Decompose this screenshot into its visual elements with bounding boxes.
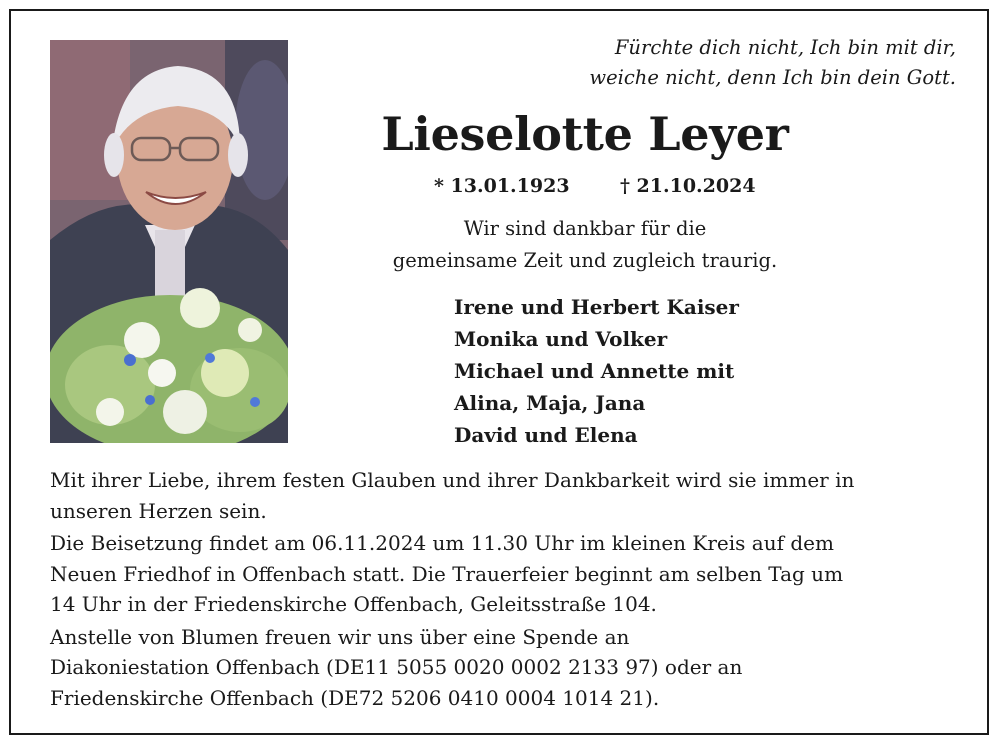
paragraph-line: Mit ihrer Liebe, ihrem festen Glauben und ihrer Dankbarkeit wird sie immer in — [50, 468, 855, 492]
notice-body — [50, 465, 950, 715]
paragraph-line: Neuen Friedhof in Offenbach statt. Die Trauerfeier beginnt am selben Tag um — [50, 561, 844, 586]
paragraph-line: Anstelle von Blumen freuen wir uns über eine Spende an — [50, 624, 630, 649]
mourner-entry: Michael und Annette mit — [454, 359, 735, 383]
mourner-entry: David und Elena — [454, 423, 638, 447]
portrait-photo — [50, 40, 288, 443]
birth-date: * 13.01.1923 — [434, 175, 570, 197]
paragraph-line: 14 Uhr in der Friedenskirche Offenbach, Geleitsstraße 104. — [50, 592, 657, 616]
bible-verse — [556, 33, 956, 93]
paragraph-line: unseren Herzen sein. — [50, 498, 267, 523]
paragraph-line: Die Beisetzung findet am 06.11.2024 um 11.30 Uhr im kleinen Kreis auf dem — [50, 531, 834, 555]
paragraph-line: Diakoniestation Offenbach (DE11 5055 0020 0002 2133 97) oder an — [50, 655, 743, 679]
mourner-entry: Monika und Volker — [454, 327, 668, 351]
verse-line: Fürchte dich nicht, Ich bin mit dir, — [614, 36, 956, 59]
mourner-entry: Alina, Maja, Jana — [454, 391, 646, 415]
donation-paragraph — [50, 622, 950, 714]
mourners-list — [454, 291, 739, 451]
love-paragraph — [50, 465, 950, 526]
gratitude-line: gemeinsame Zeit und zugleich traurig. — [392, 249, 778, 272]
burial-paragraph — [50, 528, 950, 620]
mourner-entry: Irene und Herbert Kaiser — [454, 295, 739, 319]
gratitude-text — [350, 213, 820, 277]
gratitude-line: Wir sind dankbar für die — [463, 217, 707, 240]
verse-line: weiche nicht, denn Ich bin dein Gott. — [589, 66, 956, 89]
deceased-name: Lieselotte Leyer — [381, 107, 789, 161]
death-date: † 21.10.2024 — [620, 175, 756, 197]
paragraph-line: Friedenskirche Offenbach (DE72 5206 0410 0004 1014 21). — [50, 685, 660, 710]
